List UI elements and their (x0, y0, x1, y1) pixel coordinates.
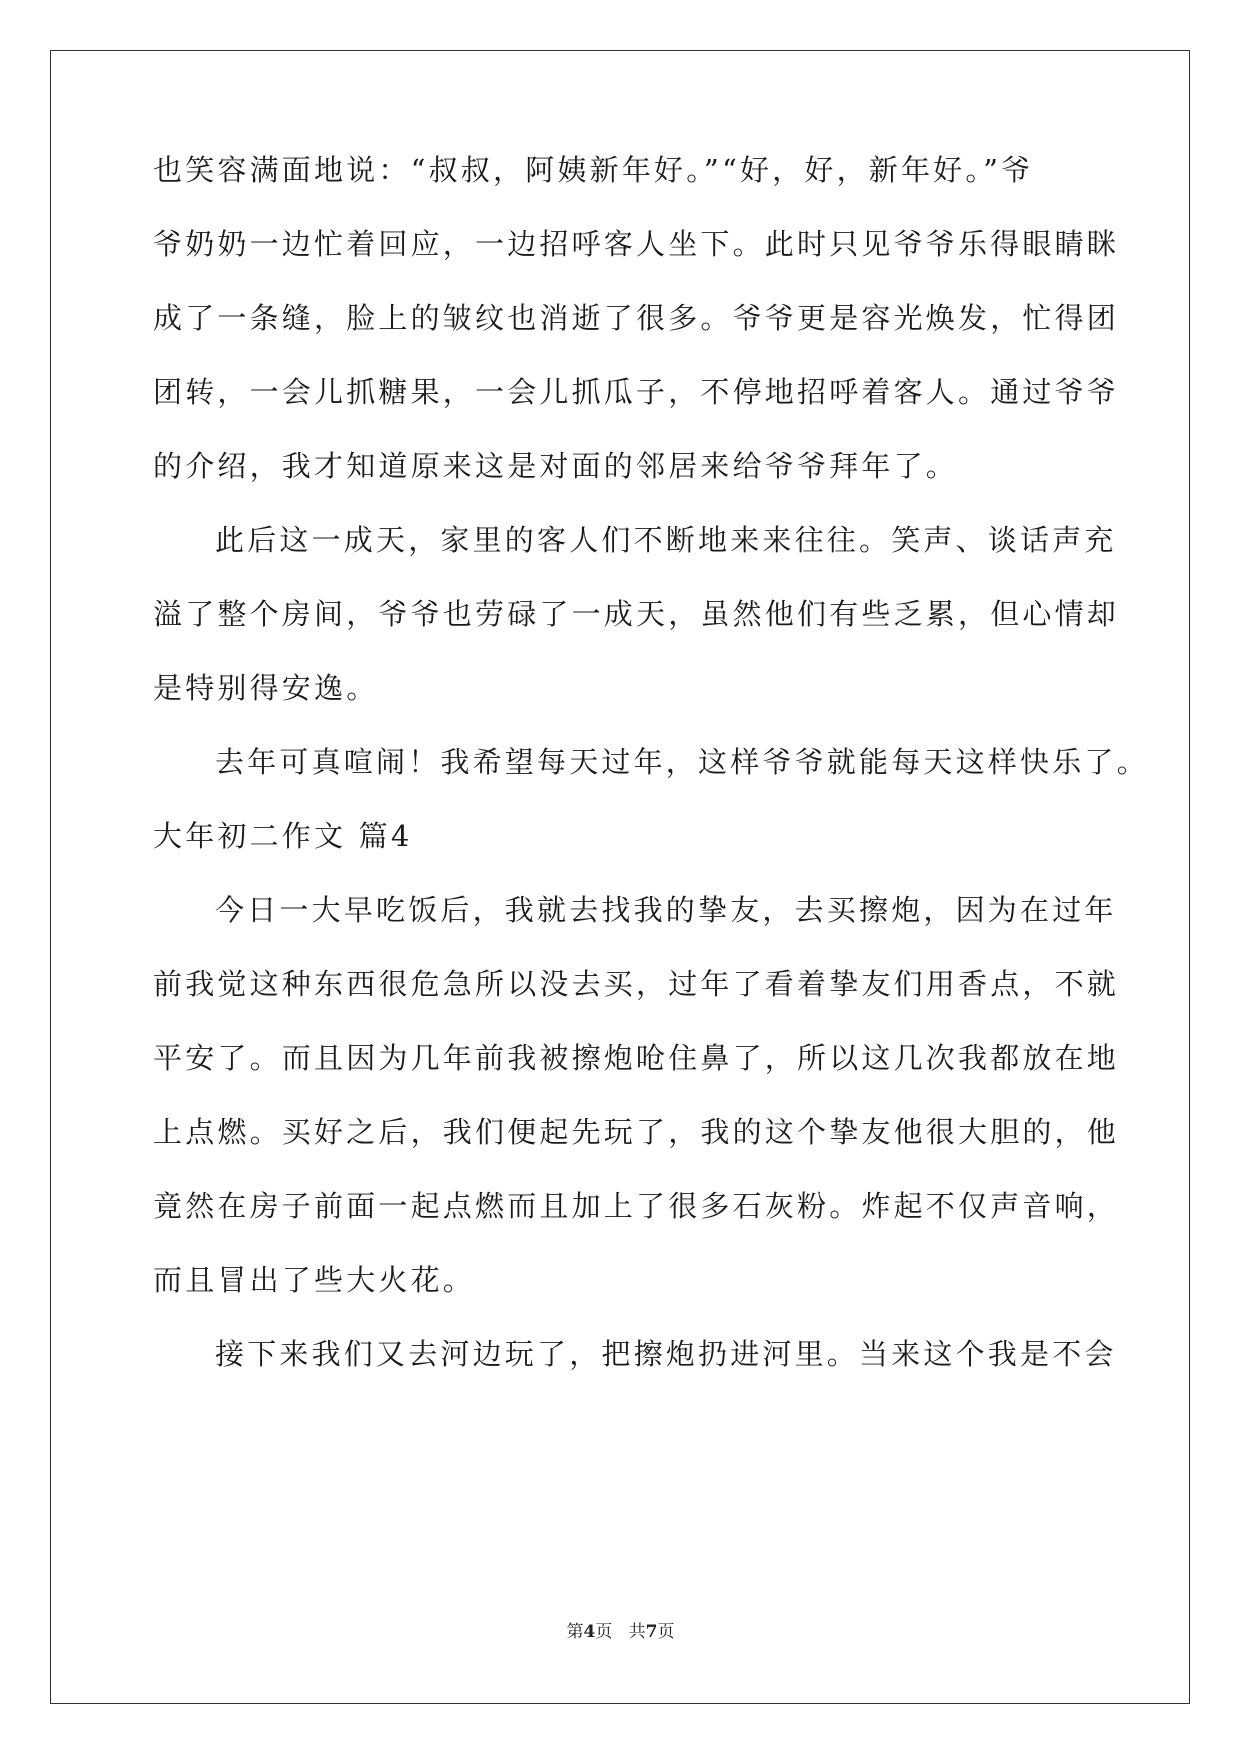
text-line: 也笑容满面地说：“叔叔，阿姨新年好。”“好，好，新年好。”爷 (153, 153, 1034, 187)
paragraph-start-line: 今日一大早吃饭后，我就去找我的挚友，去买擦炮，因为在过年 (215, 893, 1117, 927)
text-line: 竟然在房子前面一起点燃而且加上了很多石灰粉。炸起不仅声音响， (153, 1189, 1120, 1223)
text-line: 爷奶奶一边忙着回应，一边招呼客人坐下。此时只见爷爷乐得眼睛眯 (153, 227, 1120, 261)
page-suffix: 页 (657, 1622, 675, 1642)
text-line: 溢了整个房间，爷爷也劳碌了一成天，虽然他们有些乏累，但心情却 (153, 597, 1120, 631)
page-prefix: 第 (566, 1622, 584, 1642)
text-line: 是特别得安逸。 (153, 671, 379, 705)
paragraph-start-line: 此后这一成天，家里的客人们不断地来来往往。笑声、谈话声充 (215, 523, 1117, 557)
page-mid-text: 页 共 (595, 1622, 646, 1642)
text-line: 平安了。而且因为几年前我被擦炮呛住鼻了，所以这几次我都放在地 (153, 1041, 1120, 1075)
text-line: 团转，一会儿抓糖果，一会儿抓瓜子，不停地招呼着客人。通过爷爷 (153, 375, 1120, 409)
text-line: 而且冒出了些大火花。 (153, 1263, 476, 1297)
current-page-number: 4 (583, 1622, 596, 1642)
total-page-number: 7 (645, 1622, 658, 1642)
text-line: 成了一条缝，脸上的皱纹也消逝了很多。爷爷更是容光焕发，忙得团 (153, 301, 1120, 335)
section-heading: 大年初二作文 篇4 (153, 819, 413, 853)
text-line: 上点燃。买好之后，我们便起先玩了，我的这个挚友他很大胆的，他 (153, 1115, 1120, 1149)
paragraph-start-line: 接下来我们又去河边玩了，把擦炮扔进河里。当来这个我是不会 (215, 1337, 1117, 1371)
paragraph-start-line: 去年可真喧闹！我希望每天过年，这样爷爷就能每天这样快乐了。 (215, 745, 1149, 779)
page-number-footer (0, 1620, 1241, 1644)
text-line: 的介绍，我才知道原来这是对面的邻居来给爷爷拜年了。 (153, 449, 959, 483)
text-line: 前我觉这种东西很危急所以没去买，过年了看着挚友们用香点，不就 (153, 967, 1120, 1001)
